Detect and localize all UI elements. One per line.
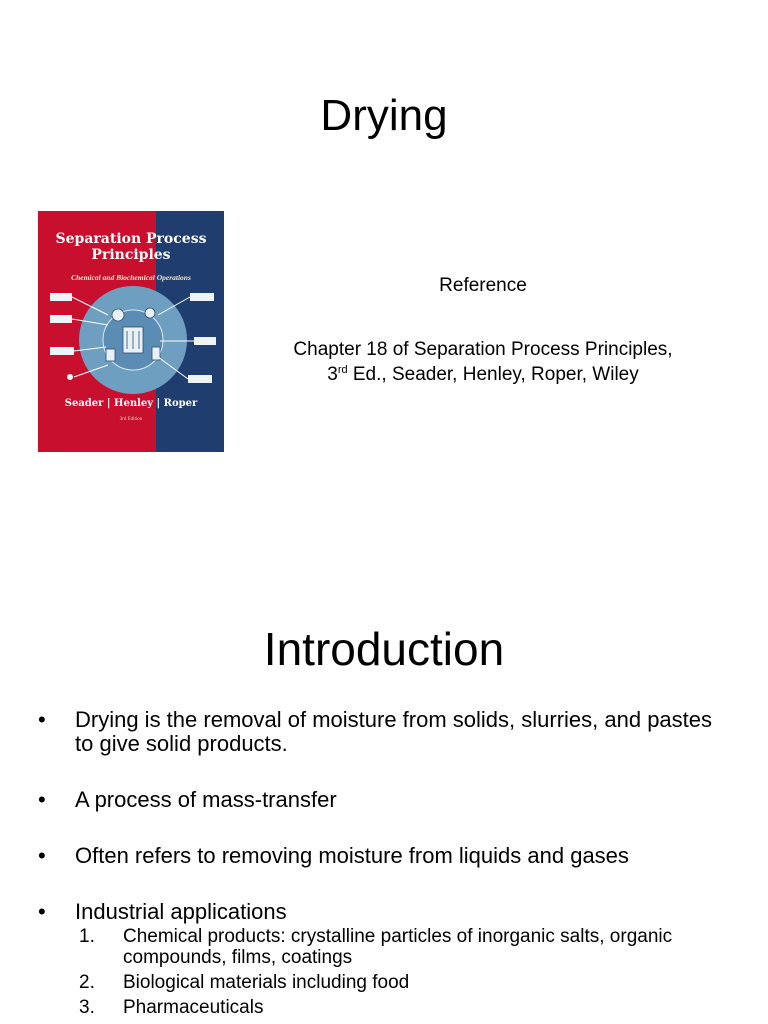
list-item: 2. Biological materials including food (79, 972, 410, 993)
cover-title: Separation Process Principles (55, 231, 207, 263)
bullet-item: • Industrial applications 1. Chemical products: crystalline particles of inorganic salts, organic compounds, films, coatings 2. Biological materials including food 3. Pharmaceuticals (30, 900, 730, 1018)
slide-title: Drying (320, 91, 448, 140)
reference-line-1: Chapter 18 of Separation Process Principles, (293, 339, 673, 360)
numbered-sublist (75, 926, 730, 1018)
cover-subtitle: Chemical and Biochemical Operations (71, 273, 191, 282)
reference-citation (260, 337, 706, 387)
bullet-item: • Often refers to removing moisture from liquids and gases (38, 843, 629, 868)
book-cover-image (38, 211, 224, 452)
bullet-item: • A process of mass-transfer (38, 787, 337, 812)
slide-introduction (0, 512, 768, 1024)
cover-authors: Seader | Henley | Roper (64, 398, 198, 409)
list-item: 3. Pharmaceuticals (79, 997, 264, 1018)
bullet-item: • Drying is the removal of moisture from solids, slurries, and pastes to give solid products. (38, 707, 713, 756)
reference-label: Reference (439, 275, 527, 296)
bullet-list (30, 708, 730, 1022)
cover-edition: 3rd Edition (119, 417, 143, 422)
bullet-icon: • (38, 843, 46, 868)
slide-title: Introduction (263, 623, 505, 675)
bullet-icon: • (38, 899, 46, 924)
process-diagram-icon (48, 285, 218, 395)
bullet-icon: • (38, 787, 46, 812)
list-item: 1. Chemical products: crystalline particles of inorganic salts, organic compounds, films, coatings (79, 926, 673, 968)
bullet-icon: • (38, 707, 46, 732)
reference-line-2: 3rd Ed., Seader, Henley, Roper, Wiley (327, 364, 639, 385)
